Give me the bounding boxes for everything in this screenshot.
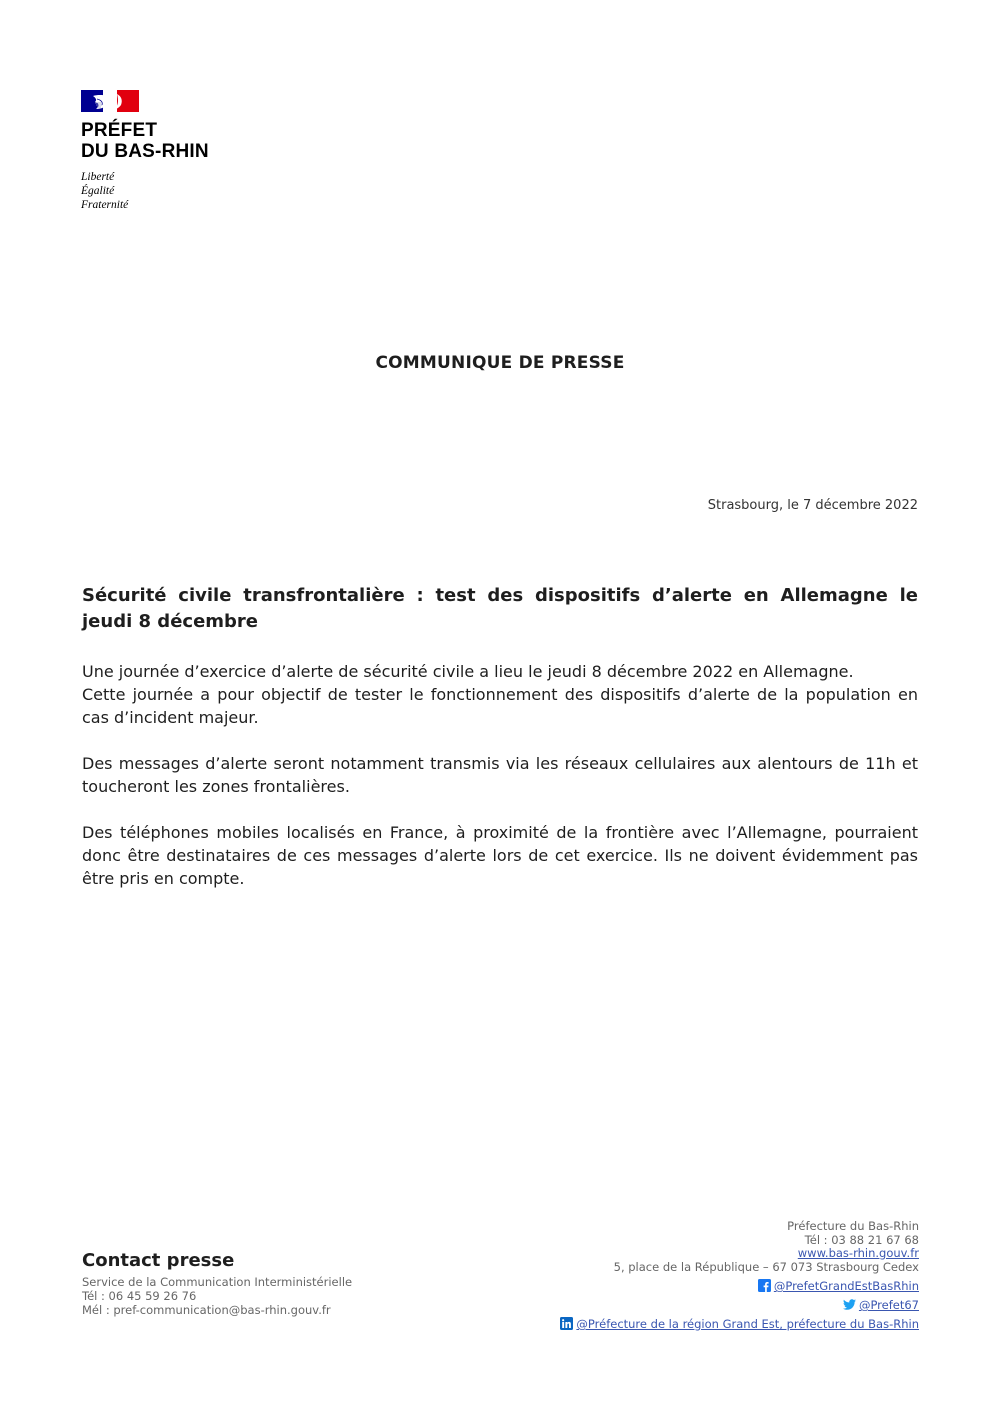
address-phone: Tél : 03 88 21 67 68 bbox=[804, 1232, 919, 1247]
motto-liberte: Liberté bbox=[81, 171, 115, 183]
prefecture-title-line1: PRÉFET bbox=[81, 120, 158, 141]
twitter-link[interactable]: @Prefet67 bbox=[858, 1298, 919, 1312]
prefecture-title bbox=[81, 120, 209, 162]
document-heading: COMMUNIQUE DE PRESSE bbox=[375, 353, 625, 373]
contact-title: Contact presse bbox=[82, 1250, 235, 1271]
facebook-link[interactable]: @PrefetGrandEstBasRhin bbox=[773, 1279, 919, 1293]
paragraph-2: Cette journée a pour objectif de tester le fonctionnement des dispositifs d’alerte de la population en cas d’incident majeur. bbox=[82, 685, 918, 727]
press-release-body bbox=[82, 660, 918, 890]
republic-motto bbox=[81, 170, 209, 212]
linkedin-link[interactable]: @Préfecture de la région Grand Est, préfecture du Bas-Rhin bbox=[576, 1317, 919, 1331]
twitter-row bbox=[560, 1298, 919, 1312]
facebook-row bbox=[560, 1279, 919, 1293]
prefecture-address bbox=[560, 1220, 919, 1331]
contact-email: Mél : pref-communication@bas-rhin.gouv.fr bbox=[82, 1303, 331, 1317]
press-release-title: Sécurité civile transfrontalière : test des dispositifs d’alerte en Allemagne le jeudi 8 décembre bbox=[82, 585, 918, 632]
prefecture-title-line2: DU BAS-RHIN bbox=[81, 141, 209, 162]
prefecture-logo bbox=[81, 90, 209, 212]
website-link[interactable]: www.bas-rhin.gouv.fr bbox=[797, 1246, 919, 1260]
twitter-icon bbox=[843, 1298, 856, 1311]
contact-service: Service de la Communication Interministérielle bbox=[82, 1275, 353, 1289]
address-street: 5, place de la République – 67 073 Strasbourg Cedex bbox=[613, 1259, 919, 1274]
motto-egalite: Égalité bbox=[81, 185, 115, 197]
facebook-icon bbox=[758, 1279, 771, 1292]
linkedin-icon bbox=[560, 1317, 573, 1330]
motto-fraternite: Fraternité bbox=[81, 199, 129, 211]
paragraph-4: Des téléphones mobiles localisés en France, à proximité de la frontière avec l’Allemagne, pourraient donc être destinataires de ces messages d’alerte lors de cet exercice. Ils ne doivent évidemment pas être pris en compte. bbox=[82, 823, 918, 888]
address-name: Préfecture du Bas-Rhin bbox=[787, 1219, 919, 1233]
press-contact bbox=[82, 1250, 352, 1317]
paragraph-3: Des messages d’alerte seront notamment transmis via les réseaux cellulaires aux alentours de 11h et toucheront les zones frontalières. bbox=[82, 754, 918, 796]
document-date: Strasbourg, le 7 décembre 2022 bbox=[707, 498, 918, 513]
linkedin-row bbox=[560, 1317, 919, 1331]
marianne-logo bbox=[81, 90, 139, 112]
paragraph-1: Une journée d’exercice d’alerte de sécurité civile a lieu le jeudi 8 décembre 2022 en Allemagne. bbox=[82, 662, 854, 681]
contact-phone: Tél : 06 45 59 26 76 bbox=[82, 1289, 197, 1303]
